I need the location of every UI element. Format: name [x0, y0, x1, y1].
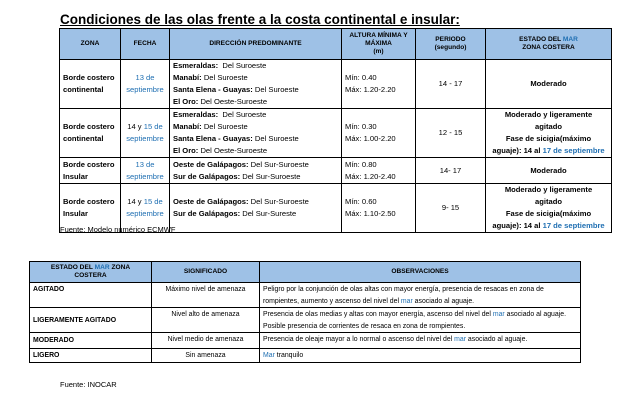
estado-line: agitado — [534, 122, 562, 131]
legend-significado: Máximo nivel de amenaza — [152, 283, 260, 308]
altura-cell — [342, 60, 416, 109]
source-note-inocar: Fuente: INOCAR — [60, 380, 117, 389]
legend-estado: LIGERAMENTE AGITADO — [30, 308, 152, 333]
header-altura-line1: ALTURA MÍNIMA Y — [349, 32, 408, 40]
periodo-cell: 14 - 17 — [416, 60, 486, 109]
region-name: El Oro: — [173, 97, 199, 106]
header-altura-line3: (m) — [373, 47, 384, 55]
legend-significado: Nivel alto de amenaza — [152, 308, 260, 333]
direccion-line — [173, 171, 338, 183]
direccion-line — [173, 96, 338, 108]
legend-header-estado-line1 — [33, 264, 148, 272]
altura-max: Máx: 1.20-2.40 — [345, 171, 396, 181]
fecha-cell — [121, 109, 170, 158]
estado-line: Fase de sicigia(máximo — [505, 134, 592, 143]
fecha-day: 13 de — [135, 73, 155, 82]
fecha-day: 15 de — [143, 197, 163, 206]
obs-mar: mar — [454, 336, 467, 343]
zona-line1: Borde costero — [63, 159, 115, 169]
periodo-cell: 14- 17 — [416, 158, 486, 184]
zona-cell — [60, 158, 121, 184]
legend-significado: Sin amenaza — [152, 349, 260, 363]
zona-line2: Insular — [63, 171, 88, 181]
direccion-cell — [170, 158, 342, 184]
region-name: Sur de Galápagos: — [173, 171, 241, 181]
header-periodo: PERIODO (segundo) — [416, 29, 486, 60]
table-header-row — [60, 29, 612, 60]
region-name: El Oro: — [173, 146, 199, 155]
altura-cell — [342, 184, 416, 233]
fecha-month: septiembre — [126, 85, 164, 94]
legend-significado: Nivel medio de amenaza — [152, 333, 260, 349]
fecha-cell — [121, 60, 170, 109]
header-estado-line1 — [489, 36, 608, 44]
zona-line1: Borde costero — [63, 122, 115, 131]
estado-cell — [486, 109, 612, 158]
direccion-cell — [170, 184, 342, 233]
fecha-month: septiembre — [126, 209, 164, 218]
obs-text: Presencia de oleaje mayor a lo normal o ascenso del nivel del — [263, 336, 455, 343]
zona-cell — [60, 109, 121, 158]
altura-max: Máx: 1.10-2.50 — [345, 209, 396, 218]
legend-header-significado: SIGNIFICADO — [152, 262, 260, 283]
legend-observaciones — [260, 349, 581, 363]
region-name: Santa Elena - Guayas: — [173, 134, 253, 143]
zona-line2: continental — [63, 85, 104, 94]
fecha-month: septiembre — [126, 134, 164, 143]
obs-text-end: tranquilo — [274, 352, 304, 359]
legend-header-estado-mar: MAR — [94, 264, 110, 272]
region-direction: Del Sur-Suroeste — [240, 171, 301, 181]
region-name: Oeste de Galápagos: — [173, 197, 249, 206]
header-altura — [342, 29, 416, 60]
altura-min: Mín: 0.60 — [345, 197, 377, 206]
fecha-line1 — [124, 72, 166, 84]
obs-text-end: asociado al aguaje. — [412, 297, 475, 305]
header-estado-line2: ZONA COSTERA — [522, 44, 575, 51]
fecha-line1 — [124, 159, 166, 171]
altura-min: Mín: 0.80 — [345, 159, 377, 169]
legend-header-observaciones: OBSERVACIONES — [260, 262, 581, 283]
region-name: Esmeraldas: — [173, 110, 219, 119]
region-name: Esmeraldas: — [173, 61, 219, 70]
aguaje-date: 17 de septiembre — [542, 146, 605, 155]
direccion-line — [173, 196, 338, 208]
fecha-line1 — [124, 196, 166, 208]
header-estado — [486, 29, 612, 60]
zona-cell — [60, 60, 121, 109]
table-row — [60, 60, 612, 109]
region-direction: Del Suroeste — [218, 110, 267, 119]
altura-max: Máx: 1.00-2.20 — [345, 134, 396, 143]
legend-estado: LIGERO — [30, 349, 152, 363]
region-direction: Del Suroeste — [252, 134, 299, 143]
zona-line2: Insular — [63, 209, 88, 218]
altura-min: Mín: 0.30 — [345, 122, 377, 131]
fecha-day: 15 de — [143, 122, 163, 131]
fecha-prefix: 14 y — [127, 197, 144, 206]
legend-header-row — [30, 262, 581, 283]
altura-cell — [342, 109, 416, 158]
fecha-line1 — [124, 121, 166, 133]
fecha-month: septiembre — [126, 171, 164, 181]
region-direction: Del Suroeste — [218, 61, 267, 70]
legend-header-estado-line2: COSTERA — [74, 272, 107, 279]
direccion-cell — [170, 109, 342, 158]
estado-line — [489, 220, 608, 232]
aguaje-text: aguaje): 14 al — [492, 146, 543, 155]
obs-text-end: asociado al aguaje. Posible presencia de corrientes de resaca en zona de rompientes. — [263, 311, 566, 330]
region-direction: Del Oeste-Suroeste — [198, 146, 268, 155]
legend-row — [30, 333, 581, 349]
zona-line1: Borde costero — [63, 73, 115, 82]
region-name: Sur de Galápagos: — [173, 209, 241, 218]
header-estado-text: ESTADO DEL — [519, 36, 563, 44]
fecha-prefix: 14 y — [127, 122, 144, 131]
aguaje-text: aguaje): 14 al — [492, 221, 543, 230]
obs-mar: mar — [492, 311, 505, 318]
header-estado-mar: MAR — [562, 36, 578, 44]
direccion-line — [173, 133, 338, 145]
legend-observaciones — [260, 308, 581, 333]
direccion-line — [173, 84, 338, 96]
periodo-cell: 9- 15 — [416, 184, 486, 233]
obs-mar: Mar — [263, 352, 275, 359]
estado-cell — [486, 158, 612, 184]
estado-cell — [486, 184, 612, 233]
estado-line: agitado — [534, 197, 562, 206]
page-title: Condiciones de las olas frente a la costa continental e insular: — [60, 12, 460, 27]
table-row — [60, 158, 612, 184]
legend-estado: AGITADO — [30, 283, 152, 308]
legend-row — [30, 349, 581, 363]
obs-text: Peligro por la conjunción de olas altas con mayor energía, presencia de resacas en zona de rompientes, aumento y ascenso del nivel del — [263, 286, 544, 305]
legend-header-estado-text: ESTADO DEL — [50, 264, 95, 272]
direccion-line — [173, 109, 338, 121]
obs-text-end: asociado al aguaje. — [466, 336, 528, 343]
direccion-line — [173, 208, 338, 220]
region-direction: Del Sur-Sureste — [240, 209, 297, 218]
legend-header-estado-zona: ZONA — [109, 264, 131, 272]
altura-cell — [342, 158, 416, 184]
region-direction: Del Oeste-Suroeste — [198, 97, 268, 106]
table-row — [60, 109, 612, 158]
direccion-line — [173, 60, 338, 72]
fecha-cell — [121, 158, 170, 184]
fecha-day: 13 de — [135, 159, 155, 169]
estado-line: Fase de sicigia(máximo — [505, 209, 592, 218]
obs-text: Presencia de olas medias y altas con mayor energía, ascenso del nivel del — [263, 311, 493, 318]
legend-header-estado — [30, 262, 152, 283]
region-direction: Del Suroeste — [201, 122, 248, 131]
region-name: Oeste de Galápagos: — [173, 159, 249, 169]
direccion-line — [173, 145, 338, 157]
header-altura-line2: MÁXIMA — [365, 40, 392, 48]
legend-observaciones — [260, 333, 581, 349]
legend-row — [30, 308, 581, 333]
region-name: Santa Elena - Guayas: — [173, 85, 253, 94]
direccion-line — [173, 72, 338, 84]
estado-line: Moderado y ligeramente — [504, 110, 593, 119]
region-name: Manabí: — [173, 122, 202, 131]
periodo-cell: 12 - 15 — [416, 109, 486, 158]
region-direction: Del Sur-Suroeste — [248, 159, 309, 169]
altura-min: Mín: 0.40 — [345, 73, 377, 82]
altura-max: Máx: 1.20-2.20 — [345, 85, 396, 94]
aguaje-date: 17 de septiembre — [542, 221, 605, 230]
source-note-ecmwf: Fuente: Modelo numérico ECMWF — [60, 225, 176, 234]
direccion-line — [173, 159, 338, 171]
estado-line: Moderado — [530, 79, 567, 88]
legend-estado: MODERADO — [30, 333, 152, 349]
direccion-cell — [170, 60, 342, 109]
zona-line2: continental — [63, 134, 104, 143]
header-fecha: FECHA — [121, 29, 170, 60]
direccion-line — [173, 121, 338, 133]
legend-row — [30, 283, 581, 308]
estado-line — [489, 145, 608, 157]
region-name: Manabí: — [173, 73, 202, 82]
header-zona: ZONA — [60, 29, 121, 60]
obs-mar: mar — [400, 297, 413, 305]
header-direccion: DIRECCIÓN PREDOMINANTE — [170, 29, 342, 60]
region-direction: Del Sur-Suroeste — [248, 197, 309, 206]
region-direction: Del Suroeste — [252, 85, 299, 94]
estado-line: Moderado — [530, 165, 567, 175]
estado-cell — [486, 60, 612, 109]
wave-conditions-table — [59, 28, 612, 233]
sea-state-legend-table — [29, 261, 581, 363]
estado-line: Moderado y ligeramente — [504, 185, 593, 194]
zona-line1: Borde costero — [63, 197, 115, 206]
region-direction: Del Suroeste — [201, 73, 248, 82]
legend-observaciones — [260, 283, 581, 308]
